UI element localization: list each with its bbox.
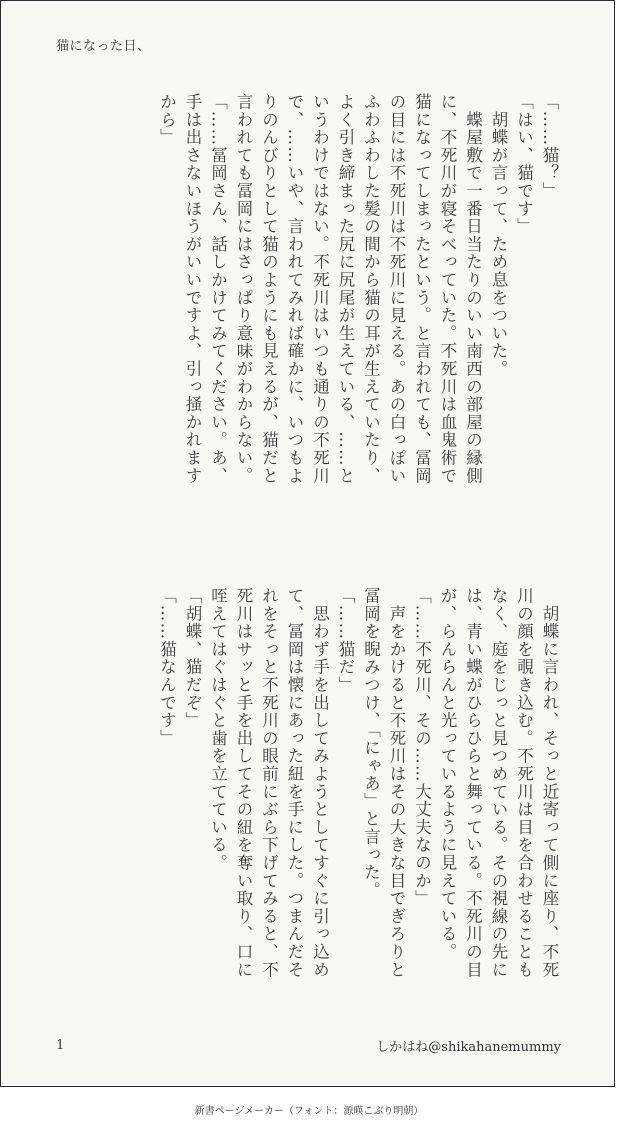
text-line: の目には不死川は不死川に見える。あの白っぽい [387,93,406,485]
running-header-title: 猫になった日、 [56,39,151,54]
text-line: 思わず手を出してみようとしてすぐに引っ込め [310,587,330,979]
text-line: 言われても冨岡にはさっぱり意味がわからない。 [234,93,253,485]
text-line: から」 [157,93,177,147]
author-credit: しかはね@shikahanemummy [376,1040,561,1055]
text-line: は、青い蝶がひらひらと舞っている。不死川の目 [463,587,483,979]
text-line: 「……猫？」 [540,93,559,200]
text-block-top [154,93,562,533]
text-line: 「……猫なんです」 [157,587,177,748]
text-line: 手は出さないほうがいいですよ、引っ掻かれます [183,93,202,485]
text-line: 蝶屋敷で一番日当たりのいい南西の部屋の縁側 [463,93,483,485]
text-line: よく引き締まった尻に尻尾が生えている、……と [336,93,355,485]
text-line: で、……いや、言われてみれば確かに、いつもよ [285,93,304,485]
text-line: 死川はサッと手を出してその紐を奪い取り、口に [234,587,253,979]
text-line: なく、庭をじっと見つめている。その視線の先に [489,587,508,979]
page-number: 1 [56,1038,65,1053]
text-line: 胡蝶が言って、ため息をついた。 [489,93,508,378]
text-line: 胡蝶に言われ、そっと近寄って側に座り、不死 [540,587,559,979]
text-line: 「胡蝶、猫だぞ」 [183,587,202,730]
text-line: 「……不死川、その……大丈夫なのか」 [412,587,432,908]
text-line: 咥えてはぐはぐと歯を立てている。 [208,587,228,872]
text-line: 冨岡を睨みつけ、「にゃあ」と言った。 [361,587,381,900]
text-line: に、不死川が寝そべっていた。不死川は血鬼術で [438,93,457,485]
text-line: 「……猫だ」 [336,587,355,694]
text-line: りのんびりとして猫のようにも見えるが、猫だと [259,93,279,485]
text-line: 「はい、猫です」 [514,93,534,236]
text-line: ふわふわした髪の間から猫の耳が生えていたり、 [361,93,381,485]
text-line: 声をかけると不死川はその大きな目でぎろりと [387,587,406,979]
text-line: 「……冨岡さん、話しかけてみてください。あ、 [208,93,228,485]
text-line: 川の顔を覗き込む。不死川は目を合わせることも [514,587,534,979]
text-line: て、冨岡は懐にあった紐を手にした。つまんだそ [285,587,304,979]
text-line: が、らんらんと光っているように見えている。 [438,587,457,961]
text-block-bottom [154,587,562,1027]
generator-credit: 新書ページメーカー（フォント：源暎こぶり明朝） [194,1106,424,1117]
text-line: れをそっと不死川の眼前にぶら下げてみると、不 [259,587,279,979]
text-line: いうわけではない。不死川はいつも通りの不死川 [310,93,330,485]
text-line: 猫になってしまったという。と言われても、冨岡 [412,93,432,485]
